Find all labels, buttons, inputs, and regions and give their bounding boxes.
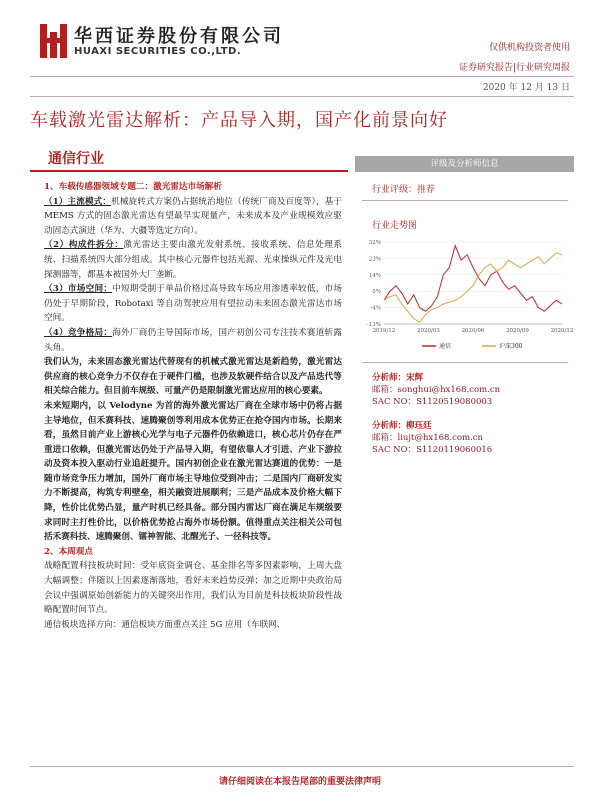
paragraph-view-2: 未来短期内，以 Velodyne 为首的海外激光雷达厂商在全球市场中仍将占据主导地位，但禾赛科技、速腾聚创等利用成本优势正在抢夺国内市场。长期来看，虽然目前产业上游核心光学与电子元器件仍依赖进口，核心芯片仍存在严重进口依赖，但激光雷达仍处于产品导入期，有望依靠人才引进、产业下游拉动及资本投入驱动行业追赶提升。国内初创企业在激光雷达赛道的优势：一是随市场竞争压力增加，国外厂商市场主导地位受到冲击；二是国内厂商研发实力不断提高，构筑专利壁垒，相关融资进展顺利；三是产品成本及价格大幅下降，性价比优势凸显，量产时机已经具备。部分国内雷达厂商在满足车规级要求同时主打性价比，以价格优势抢占海外市场份额。值得重点关注相关公司包括禾赛科技、速腾聚创、镭神智能、北醒光子、一径科技等。 (44, 400, 342, 543)
y-tick-label: -4% (370, 305, 381, 312)
section-1-title: 1、车载传感器领域专题二：激光雷达市场解析 (44, 182, 222, 192)
trend-chart-label: 行业走势图 (372, 221, 418, 231)
x-tick-label: 2020/06 (461, 328, 485, 334)
audience-note: 仅供机构投资者使用 (488, 43, 570, 53)
series-line-0 (384, 246, 562, 312)
report-type: 证券研究报告|行业研究周报 (458, 63, 570, 73)
header-divider (30, 76, 574, 77)
analyst-1-sac: SAC NO：S1120519080003 (372, 397, 493, 407)
legal-notice: 请仔细阅读在本报告尾部的重要法律声明 (218, 777, 381, 787)
huaxi-logo-icon (40, 24, 68, 58)
report-date: 2020 年 12 月 13 日 (482, 83, 570, 93)
analyst-2-name: 分析师：柳珏廷 (372, 421, 432, 431)
x-tick-label: 2019/12 (372, 328, 396, 334)
legend-label: 沪深300 (499, 343, 523, 350)
date-divider (30, 96, 574, 97)
y-tick-label: 14% (368, 272, 381, 279)
sidebar-header: 评级及分析师信息 (355, 156, 574, 172)
paragraph-components: （2）构成件拆分：激光雷达主要由激光发射系统、接收系统、信息处理系统、扫描系统四大部分组成。其中核心元器件包括光源、光束操纵元件及光电探测器等，都基本被国外大厂垄断。 (44, 240, 342, 280)
analyst-1 (372, 372, 500, 408)
analyst-2-email[interactable]: 邮箱：liujt@hx168.com.cn (372, 433, 484, 443)
chart-divider (362, 362, 568, 363)
paragraph-competition: （4）竞争格局：海外厂商仍主导国际市场，国产初创公司专注技术赛道斩露头角。 (44, 327, 342, 353)
x-tick-label: 2020/03 (417, 328, 440, 334)
legend-label: 通信 (439, 343, 452, 350)
paragraph-market-space: （3）市场空间：中短期受制于单品价格过高导致车场应用渗透率较低，市场仍处于早期阶段，Robotaxi 等自动驾驶应用有望拉动未来固态激光雷达市场空间。 (44, 284, 342, 324)
paragraph-view-1: 我们认为，未来固态激光雷达代替现有的机械式激光雷达是新趋势，激光雷达供应商的核心竞争力不仅存在于硬件门槛，也涉及软硬件结合以及产品迭代等相关综合能力。但目前车规级、可量产仍是限制激光雷达应用的核心要素。 (44, 357, 342, 397)
paragraph-direction: 通信板块选择方向：通信板块方面重点关注 5G 应用（车联网、 (44, 619, 286, 630)
x-tick-label: 2020/12 (550, 328, 574, 334)
section-2-title: 2、本周观点 (44, 546, 93, 557)
analyst-1-email[interactable]: 邮箱：songhui@hx168.com.cn (372, 385, 501, 395)
report-title: 车载激光雷达解析：产品导入期，国产化前景向好 (30, 110, 448, 131)
industry-trend-chart (362, 236, 574, 356)
analyst-1-name: 分析师：宋辉 (372, 373, 424, 383)
footer-divider (30, 766, 574, 767)
company-name-cn: 华西证券股份有限公司 (74, 26, 284, 47)
rating-divider (362, 200, 568, 201)
industry-rating: 行业评级：推荐 (372, 185, 436, 195)
y-tick-label: -13% (366, 322, 381, 328)
report-body (44, 180, 342, 632)
x-tick-label: 2020/09 (506, 328, 529, 334)
y-tick-label: 23% (368, 256, 381, 263)
y-tick-label: 5% (372, 289, 381, 296)
industry-underline (30, 170, 348, 172)
paragraph-main-mode: （1）主流模式：机械旋转式方案仍占据统治地位（传统厂商及百度等），基于 MEMS 方式的固态激光雷达有望最早实现量产，未来成本及产业规模效应驱动固态式演进（华为、大疆等选定方向）。 (44, 196, 342, 236)
company-name-en: HUAXI SECURITIES CO.,LTD. (74, 46, 242, 57)
industry-label: 通信行业 (48, 151, 104, 167)
analyst-2 (372, 420, 492, 456)
series-line-1 (384, 253, 562, 322)
analyst-2-sac: SAC NO：S1120119060016 (372, 445, 493, 455)
y-tick-label: 32% (368, 240, 381, 246)
paragraph-strategy: 战略配置科技板块时间：受年底资金调仓、基金排名等多因素影响，上周大盘大幅调整；伴随以上因素逐渐落地，看好未来趋势反弹；加之近期中央政治局会议中强调原始创新能力的关键突出作用，我们认为目前是科技板块阶段性战略配置时间节点。 (44, 561, 342, 616)
